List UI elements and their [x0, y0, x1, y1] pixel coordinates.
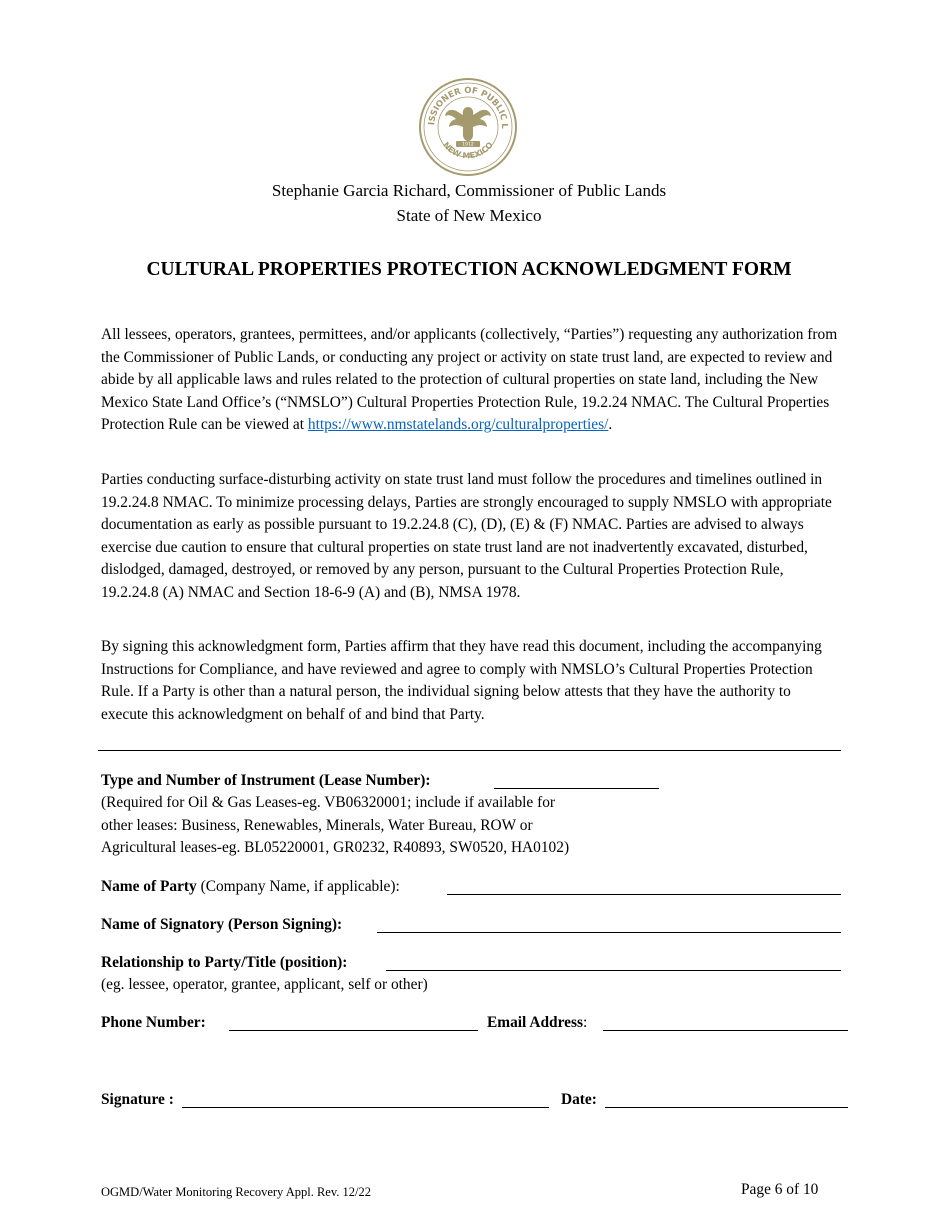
svg-text:NEW MEXICO: NEW MEXICO	[441, 140, 495, 161]
form-revision-id: OGMD/Water Monitoring Recovery Appl. Rev. 12/22	[101, 1185, 372, 1199]
instrument-number-field[interactable]	[494, 788, 659, 789]
email-field[interactable]	[603, 1030, 848, 1031]
signatory-name-field[interactable]	[377, 932, 841, 933]
party-label-main: Name of Party	[101, 878, 197, 895]
commissioner-seal	[418, 77, 518, 177]
email-label-main: Email Address	[487, 1014, 583, 1031]
intro-text: All lessees, operators, grantees, permittees, and/or applicants (collectively, “Parties”) requesting any authorization from the Commissioner of Public Lands, or conducting any project or activity on state trust land, are expected to review and abide by all applicable laws and rules related to the protection of cultural properties on state land, including the New Mexico State Land Office’s (“NMSLO”) Cultural Properties Protection Rule, 19.2.24 NMAC. The Cultural Properties Protection Rule can be viewed at	[101, 326, 838, 433]
email-label	[487, 1012, 587, 1035]
party-name-field[interactable]	[447, 894, 841, 895]
date-label: Date:	[561, 1091, 597, 1108]
eagle-icon	[445, 107, 491, 147]
date-field[interactable]	[605, 1107, 848, 1108]
phone-label: Phone Number:	[101, 1014, 206, 1031]
party-label	[101, 876, 400, 899]
instrument-help-line-1: (Required for Oil & Gas Leases-eg. VB06320001; include if available for	[101, 794, 556, 811]
relationship-field[interactable]	[386, 970, 841, 971]
signature-label: Signature :	[101, 1091, 174, 1108]
cultural-properties-link[interactable]: https://www.nmstatelands.org/culturalproperties/	[307, 416, 609, 433]
instrument-help-line-2: other leases: Business, Renewables, Minerals, Water Bureau, ROW or	[101, 817, 533, 834]
page-title: CULTURAL PROPERTIES PROTECTION ACKNOWLEDGMENT FORM	[146, 259, 792, 280]
phone-field[interactable]	[229, 1030, 478, 1031]
affirmation-paragraph: By signing this acknowledgment form, Parties affirm that they have read this document, including the accompanying Instructions for Compliance, and have reviewed and agree to comply with NMSLO’s Cultural Properties Protection Rule. If a Party is other than a natural person, the individual signing below attests that they have the authority to execute this acknowledgment on behalf of and bind that Party.	[101, 638, 822, 723]
intro-paragraph	[101, 324, 841, 437]
intro-end: .	[608, 416, 613, 433]
procedure-paragraph: Parties conducting surface-disturbing activity on state trust land must follow the procedures and timelines outlined in 19.2.24.8 NMAC. To minimize processing delays, Parties are strongly encouraged to supply NMSLO with appropriate documentation as early as possible pursuant to 19.2.24.8 (C), (D), (E) & (F) NMAC. Parties are advised to always exercise due caution to ensure that cultural properties on state trust land are not inadvertently excavated, disturbed, dislodged, damaged, destroyed, or removed by any person, pursuant to the Cultural Properties Protection Rule, 19.2.24.8 (A) NMAC and Section 18-6-9 (A) and (B), NMSA 1978.	[101, 471, 832, 601]
relationship-help: (eg. lessee, operator, grantee, applicant, self or other)	[101, 976, 428, 993]
instrument-label: Type and Number of Instrument (Lease Number):	[101, 772, 431, 789]
instrument-help-line-3: Agricultural leases-eg. BL05220001, GR0232, R40893, SW0520, HA0102)	[101, 839, 570, 856]
svg-text:1912: 1912	[462, 142, 474, 148]
section-divider	[98, 750, 841, 751]
state-name: State of New Mexico	[396, 206, 542, 225]
signature-field[interactable]	[182, 1107, 549, 1108]
svg-text:COMMISSIONER OF PUBLIC LANDS: ISSIONER OF PUBLIC L	[427, 85, 510, 129]
page-number: Page 6 of 10	[741, 1181, 819, 1198]
party-label-sub: (Company Name, if applicable):	[196, 878, 400, 895]
signatory-label: Name of Signatory (Person Signing):	[101, 916, 343, 933]
relationship-label: Relationship to Party/Title (position):	[101, 954, 348, 971]
email-label-colon: :	[582, 1014, 588, 1031]
commissioner-name: Stephanie Garcia Richard, Commissioner of Public Lands	[271, 181, 667, 200]
